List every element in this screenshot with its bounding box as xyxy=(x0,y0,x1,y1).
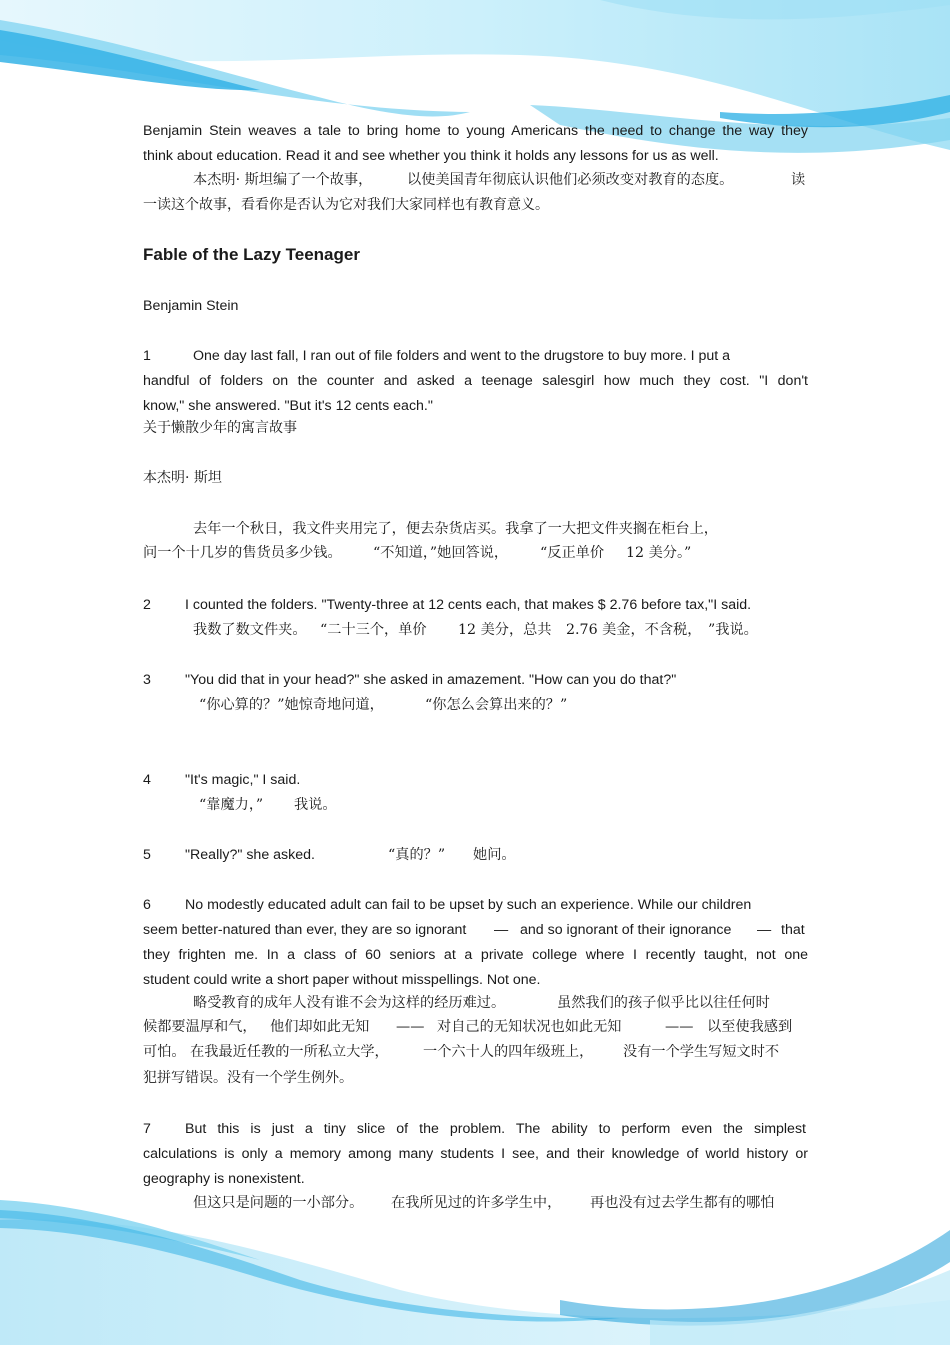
paragraph-line: No modestly educated adult can fail to be upset by such an experience. While our children xyxy=(185,897,752,913)
paragraph-line: "You did that in your head?" she asked in amazement. "How can you do that?" xyxy=(185,672,677,688)
paragraph-line: student could write a short paper without misspellings. Not one. xyxy=(143,972,541,988)
paragraph-cn-line: 她问。 xyxy=(473,847,516,863)
paragraph-line: seem better-natured than ever, they are so ignorant xyxy=(143,922,467,938)
em-dash: — xyxy=(757,922,772,938)
paragraph-number: 4 xyxy=(143,772,151,788)
em-dash: — xyxy=(494,922,509,938)
paragraph-cn-line: 对自己的无知状况也如此无知 xyxy=(437,1019,622,1035)
paragraph-line: handful of folders on the counter and asked a teenage salesgirl how much they cost. "I don't xyxy=(143,373,808,389)
paragraph-cn-line: 12 美分，总共 xyxy=(458,622,552,638)
paragraph-cn-line: 我说。 xyxy=(294,797,337,813)
article-author: Benjamin Stein xyxy=(143,298,239,314)
paragraph-cn-line: 他们却如此无知 xyxy=(270,1019,370,1035)
paragraph-number: 5 xyxy=(143,847,151,863)
paragraph-cn-line: “反正单价 xyxy=(540,545,605,561)
paragraph-cn-line: “不知道，”她回答说， xyxy=(373,545,509,561)
paragraph-number: 1 xyxy=(143,348,151,364)
paragraph-number: 3 xyxy=(143,672,151,688)
paragraph-number: 7 xyxy=(143,1121,151,1137)
paragraph-cn-line: 问一个十几岁的售货员多少钱。 xyxy=(143,545,342,561)
paragraph-line: they frighten me. In a class of 60 seniors at a private college where I recently taught, not one xyxy=(143,947,808,963)
paragraph-line: calculations is only a memory among many students I see, and their knowledge of world history or xyxy=(143,1146,808,1162)
paragraph-number: 2 xyxy=(143,597,151,613)
cn-author: 本杰明· 斯坦 xyxy=(143,470,222,486)
cn-title: 关于懒散少年的寓言故事 xyxy=(143,420,297,436)
intro-cn-line: 读 xyxy=(791,172,806,188)
intro-cn-line: 一读这个故事，看看你是否认为它对我们大家同样也有教育意义。 xyxy=(143,197,549,213)
paragraph-cn-line: 可怕。 在我最近任教的一所私立大学， xyxy=(143,1044,389,1060)
paragraph-line: that xyxy=(781,922,805,938)
paragraph-cn-line: 虽然我们的孩子似乎比以往任何时 xyxy=(557,995,770,1011)
paragraph-cn-line: 在我所见过的许多学生中， xyxy=(391,1195,562,1211)
paragraph-line: I counted the folders. "Twenty-three at 12 cents each, that makes $ 2.76 before tax,"I said. xyxy=(185,597,752,613)
paragraph-cn-line: 犯拼写错误。没有一个学生例外。 xyxy=(143,1070,353,1086)
paragraph-cn-line: 去年一个秋日，我文件夹用完了，便去杂货店买。我拿了一大把文件夹搁在柜台上， xyxy=(193,521,718,537)
intro-en-line: think about education. Read it and see whether you think it holds any lessons for us as well. xyxy=(143,148,719,164)
paragraph-cn-line: 没有一个学生写短文时不 xyxy=(623,1044,780,1060)
paragraph-cn-line: “你怎么会算出来的？” xyxy=(425,697,568,713)
paragraph-cn-line: “靠魔力，” xyxy=(199,797,264,813)
paragraph-cn-line: 一个六十人的四年级班上， xyxy=(423,1044,594,1060)
intro-cn-line: 以使美国青年彻底认识他们必须改变对教育的态度。 xyxy=(407,172,734,188)
paragraph-cn-line: “真的？” xyxy=(388,847,446,863)
paragraph-line: and so ignorant of their ignorance xyxy=(520,922,732,938)
paragraph-line: But this is just a tiny slice of the problem. The ability to perform even the simplest xyxy=(185,1121,806,1137)
paragraph-cn-line: 12 美分。” xyxy=(626,545,692,561)
intro-en-line: Benjamin Stein weaves a tale to bring home to young Americans the need to change the way they xyxy=(143,123,808,139)
paragraph-line: One day last fall, I ran out of file folders and went to the drugstore to buy more. I put a xyxy=(193,348,731,364)
paragraph-line: "Really?" she asked. xyxy=(185,847,315,863)
paragraph-line: know," she answered. "But it's 12 cents each." xyxy=(143,398,433,414)
paragraph-cn-line: “二十三个，单价 xyxy=(320,622,427,638)
paragraph-cn-line: 略受教育的成年人没有谁不会为这样的经历难过。 xyxy=(193,995,506,1011)
paragraph-cn-line: 但这只是问题的一小部分。 xyxy=(193,1195,364,1211)
paragraph-cn-line: “你心算的？”她惊奇地问道， xyxy=(199,697,384,713)
intro-cn-line: 本杰明· 斯坦编了一个故事， xyxy=(193,172,373,188)
paragraph-number: 6 xyxy=(143,897,151,913)
paragraph-line: "It's magic," I said. xyxy=(185,772,301,788)
paragraph-cn-line: 再也没有过去学生都有的哪怕 xyxy=(590,1195,775,1211)
article-title: Fable of the Lazy Teenager xyxy=(143,245,360,264)
double-dash: —— xyxy=(665,1019,694,1035)
paragraph-cn-line: 候都要温厚和气， xyxy=(143,1019,257,1035)
paragraph-line: geography is nonexistent. xyxy=(143,1171,305,1187)
double-dash: —— xyxy=(396,1019,425,1035)
paragraph-cn-line: 以至使我感到 xyxy=(707,1019,793,1035)
paragraph-cn-line: ”我说。 xyxy=(708,622,758,638)
paragraph-cn-line: 2.76 美金，不含税， xyxy=(566,622,702,638)
paragraph-cn-line: 我数了数文件夹。 xyxy=(193,622,307,638)
